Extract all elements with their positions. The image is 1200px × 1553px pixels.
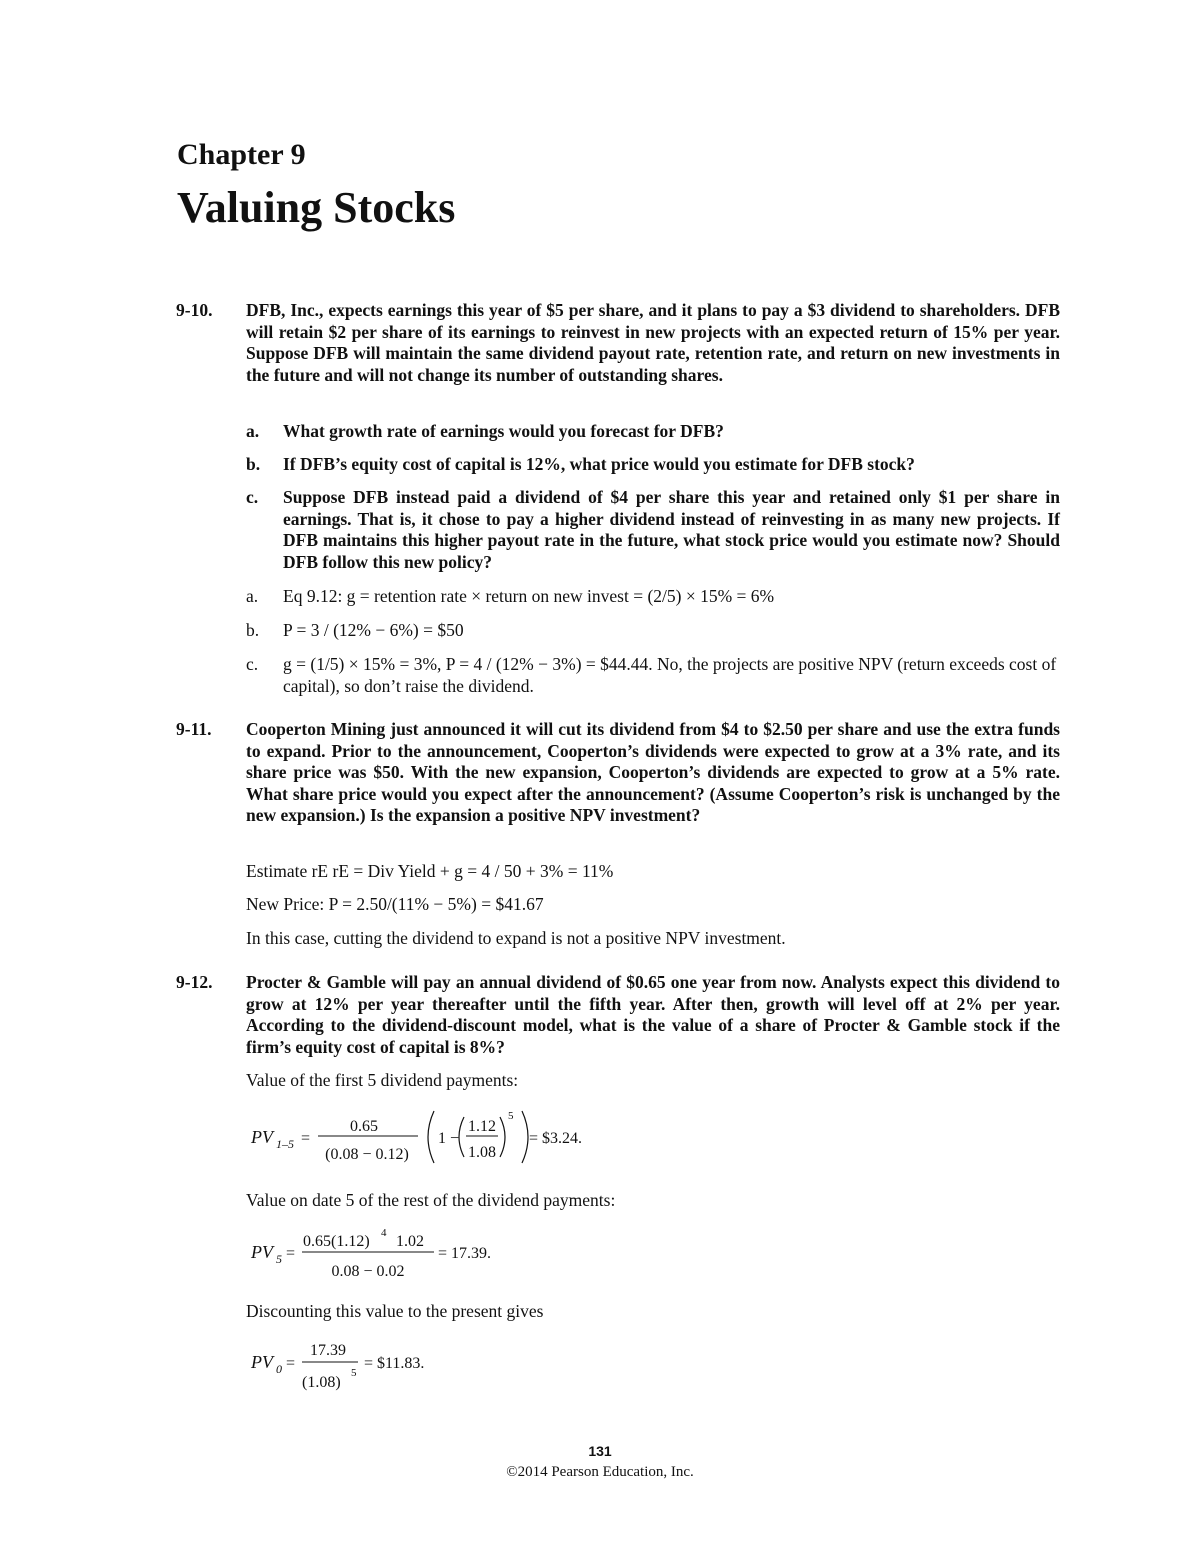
eq-numerator: 0.65(1.12): [303, 1233, 370, 1250]
answer-line: In this case, cutting the dividend to expand is not a positive NPV investment.: [246, 928, 786, 948]
right-paren: [522, 1111, 528, 1163]
chapter-title: Valuing Stocks: [177, 183, 456, 232]
eq-pv-subscript: 5: [276, 1252, 282, 1266]
eq-exponent: 5: [508, 1110, 514, 1122]
eq-exponent: 5: [351, 1367, 357, 1379]
answer-label: a.: [246, 586, 259, 606]
inner-left-paren: [459, 1117, 464, 1157]
equation-pv-first-five: [246, 1105, 666, 1175]
chapter-label: Chapter 9: [177, 138, 306, 171]
answer-line: Estimate rE rE = Div Yield + g = 4 / 50 + 3% = 11%: [246, 861, 614, 881]
eq-numerator-tail: 1.02: [396, 1233, 424, 1250]
answer-text: Eq 9.12: g = retention rate × return on new invest = (2/5) × 15% = 6%: [283, 586, 775, 606]
eq-one-minus: 1 −: [438, 1130, 460, 1147]
subquestion-text: If DFB’s equity cost of capital is 12%, what price would you estimate for DFB stock?: [283, 454, 915, 474]
left-paren: [428, 1111, 434, 1163]
eq-pv-subscript: 0: [276, 1362, 282, 1376]
eq-equals: =: [286, 1355, 296, 1372]
eq-denominator: 0.08 − 0.02: [331, 1263, 405, 1280]
subquestion-label: b.: [246, 454, 261, 474]
eq-pv-symbol: PV: [251, 1127, 273, 1147]
eq-result: = 17.39.: [438, 1245, 492, 1262]
answer-text: g = (1/5) × 15% = 3%, P = 4 / (12% − 3%) = $44.44. No, the projects are positive NPV (return exceeds cost of capital), so don’t raise the dividend.: [283, 654, 1057, 696]
equation-pv-zero: [246, 1334, 506, 1398]
eq-result: = $11.83.: [364, 1355, 425, 1372]
eq-ratio-numerator: 1.12: [468, 1118, 496, 1135]
inner-right-paren: [500, 1117, 505, 1157]
problem-question: Cooperton Mining just announced it will cut its dividend from $4 to $2.50 per share and use the extra funds to expand. Prior to the announcement, Cooperton’s dividends were expected to grow at a 3% rate, and its share price was $50. With the new expansion, Cooperton’s dividends are expected to grow at a 5% rate. What share price would you expect after the announcement? (Assume Cooperton’s risk is unchanged by the new expansion.) Is the expansion a positive NPV investment?: [246, 719, 1060, 826]
eq-denominator: (0.08 − 0.12): [325, 1146, 409, 1163]
answer-text: P = 3 / (12% − 6%) = $50: [283, 620, 464, 640]
eq-result: = $3.24.: [529, 1130, 583, 1147]
eq-denominator: (1.08): [302, 1374, 341, 1391]
eq-pv-symbol: PV: [251, 1352, 273, 1372]
eq-equals: =: [286, 1245, 296, 1262]
subquestion-text: Suppose DFB instead paid a dividend of $4 per share this year and retained only $1 per share in earnings. That is, it chose to pay a higher dividend instead of reinvesting in as many new projects. If DFB maintains this higher payout rate in the future, what stock price would you estimate now? Should DFB follow this new policy?: [283, 487, 1060, 572]
answer-label: c.: [246, 654, 259, 674]
problem-question: DFB, Inc., expects earnings this year of $5 per share, and it plans to pay a $3 dividend to shareholders. DFB will retain $2 per share of its earnings to reinvest in new projects with an expected return of 15% per year. Suppose DFB will maintain the same dividend payout rate, retention rate, and return on new investments in the future and will not change its number of outstanding shares.: [246, 300, 1060, 385]
problem-question: Procter & Gamble will pay an annual dividend of $0.65 one year from now. Analysts expect this dividend to grow at 12% per year thereafter until the fifth year. After then, growth will level off at 2% per year. According to the dividend-discount model, what is the value of a share of Procter & Gamble stock if the firm’s equity cost of capital is 8%?: [246, 972, 1060, 1057]
problem-number: 9-11.: [176, 719, 212, 739]
equation-pv-date-five: [246, 1224, 566, 1284]
subquestion-text: What growth rate of earnings would you forecast for DFB?: [283, 421, 724, 441]
answer-line: New Price: P = 2.50/(11% − 5%) = $41.67: [246, 894, 544, 914]
subquestion-label: c.: [246, 487, 259, 507]
eq-numerator: 0.65: [350, 1118, 378, 1135]
answer-label: b.: [246, 620, 260, 640]
copyright-notice: ©2014 Pearson Education, Inc.: [506, 1464, 694, 1480]
eq-ratio-denominator: 1.08: [468, 1144, 496, 1161]
subquestion-label: a.: [246, 421, 260, 441]
answer-line: Value on date 5 of the rest of the dividend payments:: [246, 1190, 616, 1210]
eq-exponent: 4: [381, 1227, 387, 1239]
problem-number: 9-12.: [176, 972, 213, 992]
eq-numerator: 17.39: [310, 1342, 346, 1359]
eq-equals: =: [301, 1130, 311, 1147]
page-number: 131: [588, 1443, 612, 1459]
answer-line: Discounting this value to the present gives: [246, 1301, 544, 1321]
answer-line: Value of the first 5 dividend payments:: [246, 1070, 519, 1090]
problem-number: 9-10.: [176, 300, 213, 320]
eq-pv-subscript: 1–5: [276, 1137, 294, 1151]
eq-pv-symbol: PV: [251, 1242, 273, 1262]
